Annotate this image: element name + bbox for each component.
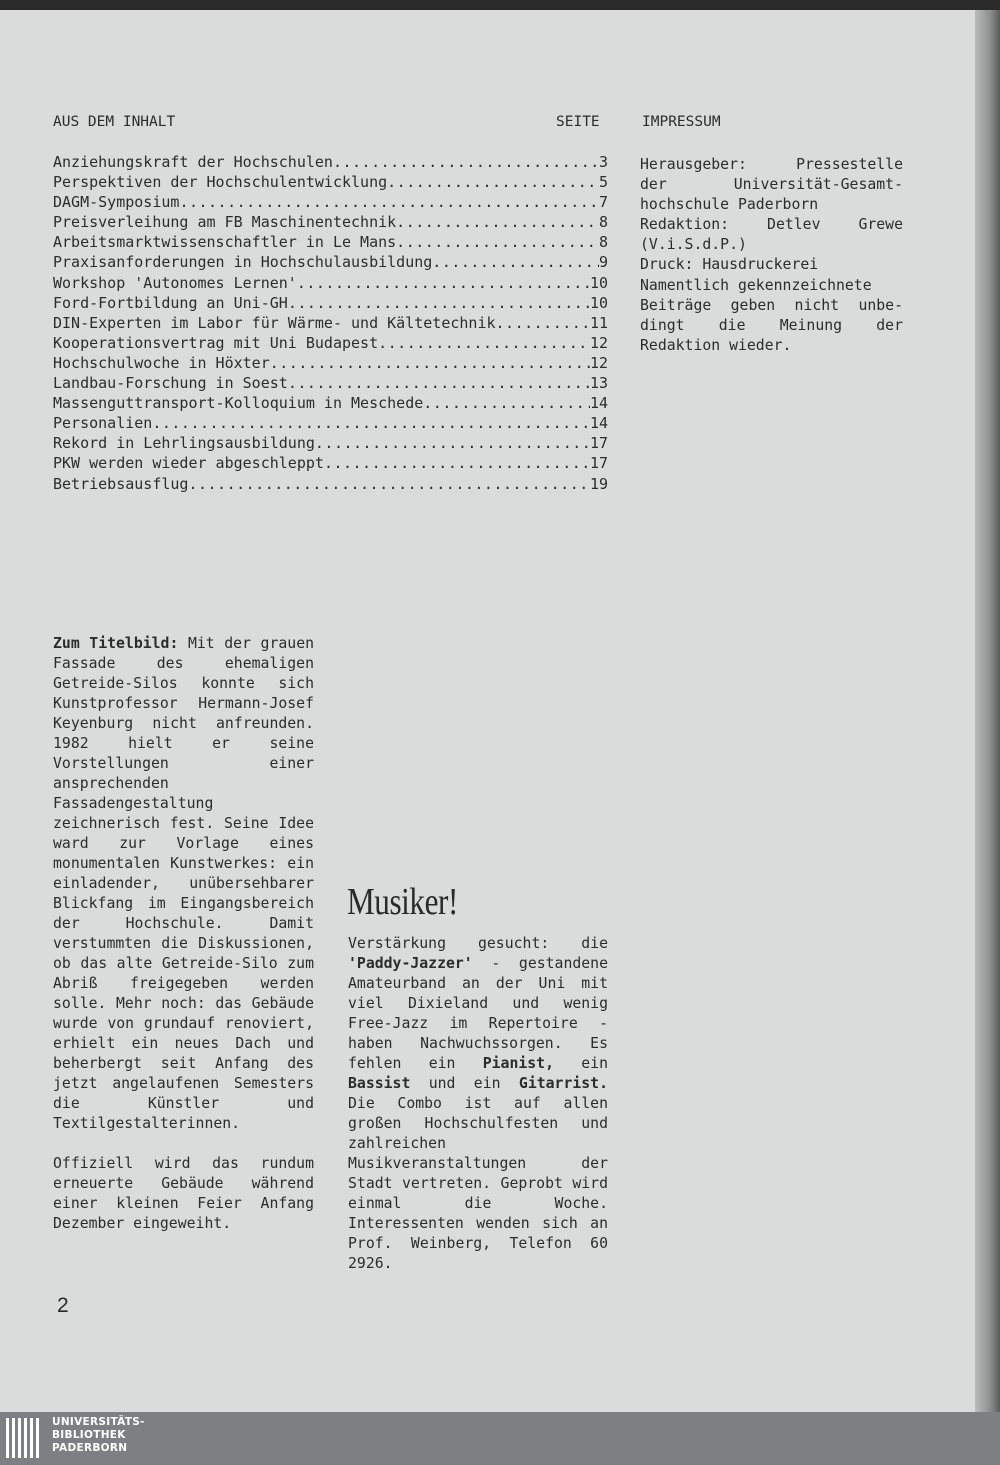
- toc-leader-dots: [396, 213, 599, 231]
- musiker-text-3: ein: [554, 1055, 608, 1072]
- titelbild-article: [53, 634, 314, 1234]
- impressum-line: (V.i.S.d.P.): [640, 236, 747, 254]
- page-number: 2: [57, 1294, 69, 1317]
- toc-entry: [53, 314, 608, 334]
- toc-entry-page: 19: [589, 474, 608, 493]
- musiker-article: [348, 934, 608, 1274]
- toc-entry-title: Perspektiven der Hochschulentwicklung: [53, 173, 388, 192]
- toc-entry-title: Arbeitsmarktwissenschaftler in Le Mans: [53, 233, 397, 252]
- toc-entry: [53, 253, 608, 273]
- toc-entry: [53, 213, 608, 233]
- library-footer: [0, 1412, 1000, 1465]
- toc-leader-dots: [288, 294, 590, 312]
- toc-entry-page: 5: [598, 173, 608, 192]
- toc-entry-title: Kooperationsvertrag mit Uni Budapest: [53, 333, 379, 352]
- toc-leader-dots: [324, 454, 590, 472]
- toc-entry-page: 12: [589, 353, 608, 372]
- toc-entry-page: 9: [598, 253, 608, 272]
- titelbild-label: Zum Titelbild:: [53, 635, 179, 652]
- toc-entry-title: DIN-Experten im Labor für Wärme- und Kältetechnik: [53, 313, 496, 332]
- toc-entry: [53, 274, 608, 294]
- toc-leader-dots: [188, 475, 589, 493]
- impressum-block: [640, 155, 903, 356]
- logo-line-1: UNIVERSITÄTS-: [52, 1416, 145, 1428]
- toc-entry-page: 17: [589, 434, 608, 453]
- impressum-line: Beiträge geben nicht unbe-: [640, 296, 903, 314]
- toc-leader-dots: [288, 374, 590, 392]
- musiker-text-1: Verstärkung gesucht: die: [348, 935, 608, 952]
- impressum-line: Redaktion wieder.: [640, 336, 792, 354]
- toc-entry-title: DAGM-Symposium: [53, 193, 180, 212]
- toc-leader-dots: [396, 233, 599, 251]
- toc-entry: [53, 354, 608, 374]
- toc-entry-title: Personalien: [53, 414, 153, 433]
- toc-entry-title: Praxisanforderungen in Hochschulausbildung: [53, 253, 433, 272]
- toc-entry-page: 3: [598, 153, 608, 171]
- toc-entry-title: Massenguttransport-Kolloquium in Meschede: [53, 394, 424, 413]
- impressum-line: der Universität-Gesamt-: [640, 176, 903, 194]
- toc-entry-page: 8: [598, 213, 608, 232]
- toc-entry: [53, 434, 608, 454]
- pianist: Pianist,: [482, 1055, 554, 1072]
- band-name: 'Paddy-Jazzer': [348, 955, 473, 972]
- toc-entry: [53, 193, 608, 213]
- toc-entry-page: 11: [589, 313, 608, 332]
- toc-entry: [53, 414, 608, 434]
- impressum-line: Redaktion: Detlev Grewe: [640, 216, 903, 234]
- toc-leader-dots: [423, 394, 590, 412]
- logo-line-3: PADERBORN: [52, 1442, 128, 1454]
- toc-entry: [53, 394, 608, 414]
- toc-leader-dots: [315, 434, 590, 452]
- table-of-contents: [53, 153, 608, 495]
- toc-leader-dots: [378, 334, 590, 352]
- toc-entry: [53, 475, 608, 495]
- library-logo-icon: [6, 1418, 42, 1458]
- toc-page-heading: SEITE: [556, 114, 600, 130]
- impressum-line: Herausgeber: Pressestelle: [640, 156, 903, 173]
- titelbild-text: Mit der grauen Fassade des ehemaligen Getreide-Silos konnte sich Kunstprofessor Hermann-Josef Keyenburg nicht anfreunden. 1982 hielt er seine Vorstellungen einer ansprechenden Fassadengestaltung zeichnerisch fest. Seine Idee ward zur Vorlage eines monumentalen Kunstwerkes: ein einladender, unübersehbarer Blickfang im Eingangsbereich der Hochschule. Damit verstummten die Diskussionen, ob das alte Getreide-Silo zum Abriß freigegeben werden solle. Mehr noch: das Gebäude wurde von grundauf renoviert, erhielt ein neues Dach und beherbergt seit Anfang des jetzt angelaufenen Semesters die Künstler und Textilgestalterinnen.: [53, 635, 315, 1132]
- toc-entry-page: 7: [598, 193, 608, 212]
- impressum-line: hochschule Paderborn: [640, 196, 819, 214]
- bassist: Bassist: [348, 1075, 411, 1092]
- toc-entry: [53, 374, 608, 394]
- toc-entry: [53, 294, 608, 314]
- toc-heading: AUS DEM INHALT: [53, 114, 176, 130]
- musiker-text-2: - gestandene Amateurband an der Uni mit viel Dixieland und wenig Free-Jazz im Repertoire - haben Nachwuchssorgen. Es fehlen ein: [348, 955, 608, 1072]
- toc-leader-dots: [270, 354, 590, 372]
- toc-entry-title: Rekord in Lehrlingsausbildung: [53, 434, 315, 453]
- impressum-line: dingt die Meinung der: [640, 316, 903, 334]
- toc-entry-title: Anziehungskraft der Hochschulen: [53, 153, 333, 171]
- impressum-heading: IMPRESSUM: [642, 114, 721, 130]
- impressum-line: Druck: Hausdruckerei: [640, 256, 819, 274]
- toc-entry: [53, 153, 608, 173]
- impressum-line: Namentlich gekennzeichnete: [640, 276, 872, 294]
- toc-entry: [53, 173, 608, 193]
- toc-entry-title: PKW werden wieder abgeschleppt: [53, 454, 324, 473]
- musiker-text-5: Die Combo ist auf allen großen Hochschulfesten und zahlreichen Musikveranstaltungen der Stadt vertreten. Geprobt wird einmal die Woche. Interessenten wenden sich an Prof. Weinberg, Telefon 60 2926.: [348, 1095, 608, 1272]
- toc-leader-dots: [179, 193, 599, 211]
- gitarrist: Gitarrist.: [518, 1075, 608, 1092]
- toc-entry-page: 13: [589, 374, 608, 393]
- toc-entry-title: Preisverleihung am FB Maschinentechnik: [53, 213, 397, 232]
- library-logo-text: [52, 1416, 145, 1455]
- toc-leader-dots: [297, 274, 590, 292]
- toc-entry-title: Landbau-Forschung in Soest: [53, 374, 288, 393]
- toc-leader-dots: [333, 153, 599, 171]
- musiker-heading: Musiker!: [347, 881, 458, 923]
- toc-leader-dots: [496, 314, 590, 332]
- toc-leader-dots: [432, 253, 599, 271]
- titelbild-text-2: Offiziell wird das rundum erneuerte Gebäude während einer kleinen Feier Anfang Dezember eingeweiht.: [53, 1155, 314, 1232]
- toc-entry-title: Workshop 'Autonomes Lernen': [53, 273, 297, 292]
- toc-entry-title: Ford-Fortbildung an Uni-GH: [53, 293, 288, 312]
- toc-leader-dots: [387, 173, 599, 191]
- logo-line-2: BIBLIOTHEK: [52, 1429, 126, 1441]
- toc-leader-dots: [152, 414, 590, 432]
- toc-entry-title: Hochschulwoche in Höxter: [53, 353, 270, 372]
- toc-entry-page: 14: [589, 414, 608, 433]
- toc-entry: [53, 454, 608, 474]
- toc-entry-page: 10: [589, 273, 608, 292]
- toc-entry-page: 14: [589, 394, 608, 413]
- toc-entry-page: 10: [589, 293, 608, 312]
- musiker-text-4: und ein: [410, 1075, 519, 1092]
- page-edge: [975, 10, 1000, 1412]
- toc-entry-title: Betriebsausflug: [53, 474, 189, 493]
- toc-entry-page: 8: [598, 233, 608, 252]
- toc-entry: [53, 233, 608, 253]
- toc-entry: [53, 334, 608, 354]
- toc-entry-page: 17: [589, 454, 608, 473]
- toc-entry-page: 12: [589, 333, 608, 352]
